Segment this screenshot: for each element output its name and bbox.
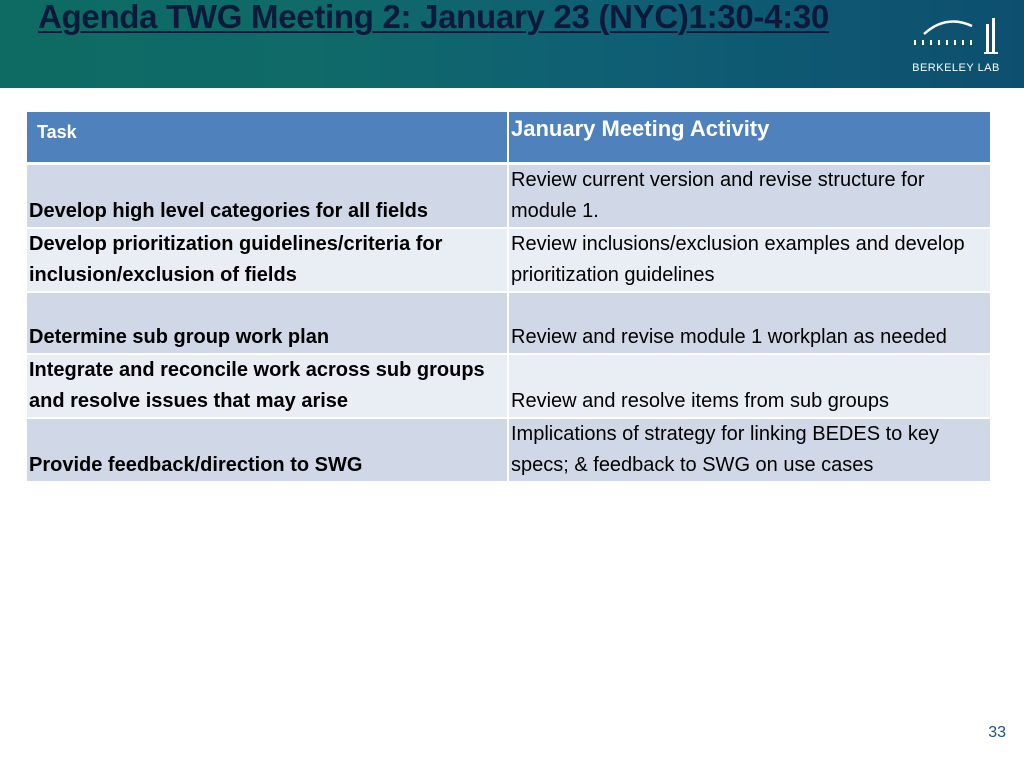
table-row [27, 228, 990, 292]
header-task [27, 112, 508, 164]
table-row [27, 354, 990, 418]
header-activity [508, 112, 990, 164]
activity-cell: Review and resolve items from sub groups [508, 354, 990, 418]
header-task-label: Task [37, 122, 77, 142]
activity-cell: Review current version and revise structure for module 1. [508, 164, 990, 229]
agenda-table [27, 112, 990, 483]
task-cell: Develop high level categories for all fields [27, 164, 508, 229]
table-row [27, 418, 990, 482]
activity-cell: Review and revise module 1 workplan as needed [508, 292, 990, 354]
logo-text: BERKELEY LAB [912, 62, 1000, 74]
table-row [27, 164, 990, 229]
berkeley-lab-logo [906, 12, 1006, 82]
task-cell: Provide feedback/direction to SWG [27, 418, 508, 482]
activity-cell: Implications of strategy for linking BEDES to key specs; & feedback to SWG on use cases [508, 418, 990, 482]
task-cell: Determine sub group work plan [27, 292, 508, 354]
berkeley-lab-logo-icon [906, 12, 1006, 60]
activity-cell: Review inclusions/exclusion examples and develop prioritization guidelines [508, 228, 990, 292]
slide-title: Agenda TWG Meeting 2: January 23 (NYC)1:30-4:30 [38, 0, 829, 35]
table-row [27, 292, 990, 354]
page-number: 33 [988, 724, 1006, 741]
task-cell: Integrate and reconcile work across sub groups and resolve issues that may arise [27, 354, 508, 418]
header-activity-label: January Meeting Activity [511, 116, 770, 141]
table-header-row [27, 112, 990, 164]
task-cell: Develop prioritization guidelines/criteria for inclusion/exclusion of fields [27, 228, 508, 292]
